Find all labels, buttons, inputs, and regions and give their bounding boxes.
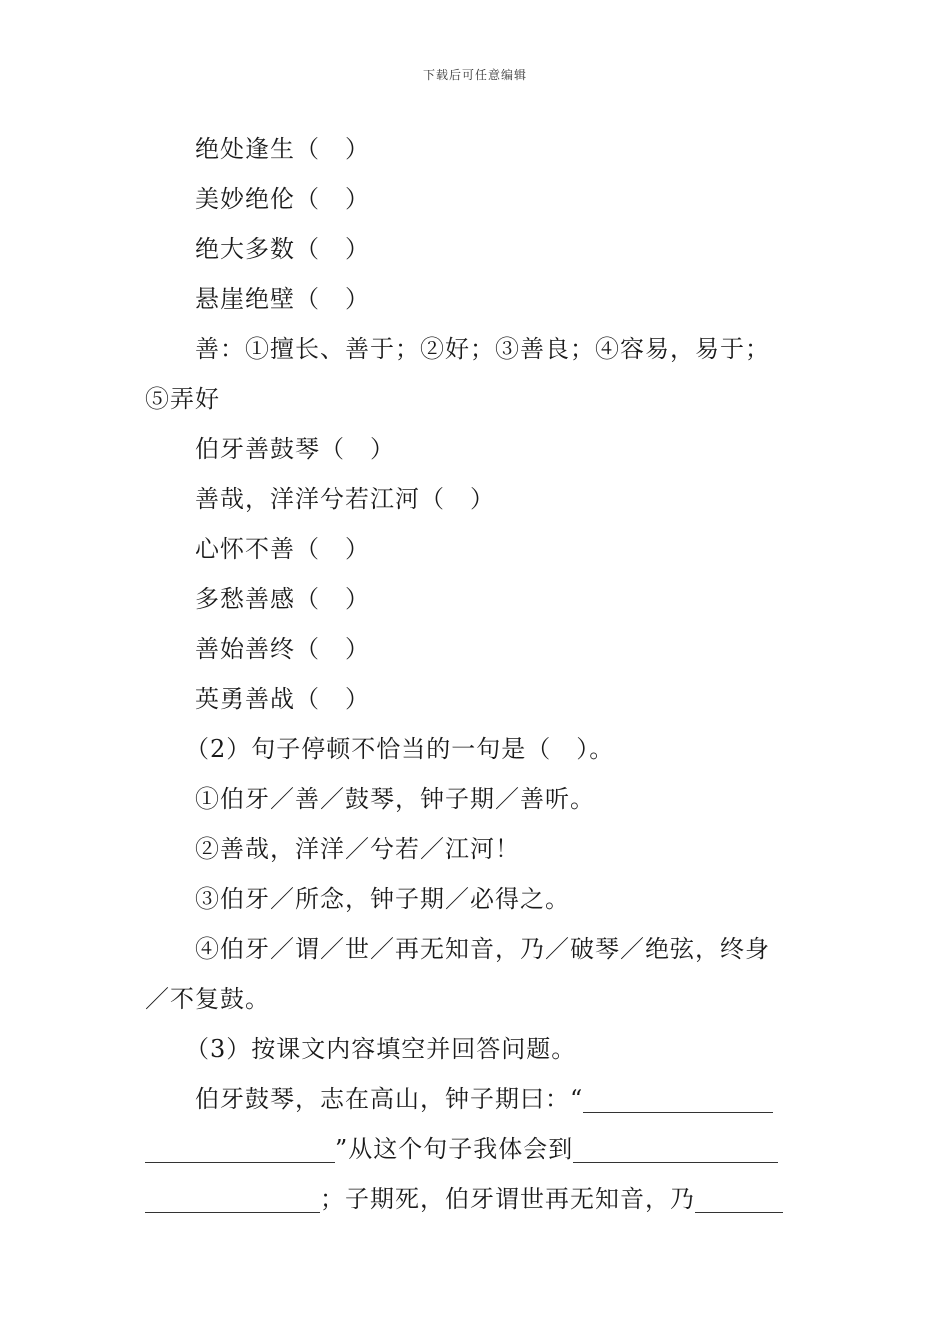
text-line: 绝处逢生（ ） (195, 135, 370, 163)
answer-blank[interactable] (583, 1084, 773, 1113)
text-line: 伯牙善鼓琴（ ） (195, 435, 395, 463)
fill-text: ；子期死，伯牙谓世再无知音，乃 (320, 1185, 695, 1213)
text-line: 绝大多数（ ） (195, 235, 370, 263)
option-4: ④伯牙／谓／世／再无知音，乃／破琴／绝弦，终身 (195, 935, 770, 963)
text-line: 悬崖绝壁（ ） (195, 285, 370, 313)
text-line: 英勇善战（ ） (195, 685, 370, 713)
fill-text: 伯牙鼓琴，志在高山，钟子期曰：“ (195, 1085, 584, 1113)
answer-blank[interactable] (145, 1184, 320, 1213)
fill-line-3 (145, 1174, 810, 1224)
text-line: 美妙绝伦（ ） (195, 185, 370, 213)
text-line: 善始善终（ ） (195, 635, 370, 663)
page-header: 下载后可任意编辑 (422, 68, 527, 82)
answer-blank[interactable] (695, 1184, 783, 1213)
text-line: 善哉，洋洋兮若江河（ ） (195, 485, 495, 513)
option-3: ③伯牙／所念，钟子期／必得之。 (195, 885, 570, 913)
text-line: 心怀不善（ ） (195, 535, 370, 563)
question-3: （3）按课文内容填空并回答问题。 (185, 1035, 577, 1063)
option-2: ②善哉，洋洋／兮若／江河！ (195, 835, 520, 863)
text-line: 多愁善感（ ） (195, 585, 370, 613)
option-1: ①伯牙／善／鼓琴，钟子期／善听。 (195, 785, 595, 813)
fill-line-1 (145, 1074, 810, 1124)
fill-text: ”从这个句子我体会到 (335, 1135, 574, 1163)
question-2: （2）句子停顿不恰当的一句是（ ）。 (185, 735, 615, 763)
option-4-cont: ／不复鼓。 (145, 985, 270, 1013)
document-body (145, 124, 810, 1224)
answer-blank[interactable] (573, 1134, 778, 1163)
answer-blank[interactable] (145, 1134, 335, 1163)
definition-line: 善：①擅长、善于；②好；③善良；④容易，易于； (195, 335, 770, 363)
definition-line-cont: ⑤弄好 (145, 385, 220, 413)
fill-line-2 (145, 1124, 810, 1174)
